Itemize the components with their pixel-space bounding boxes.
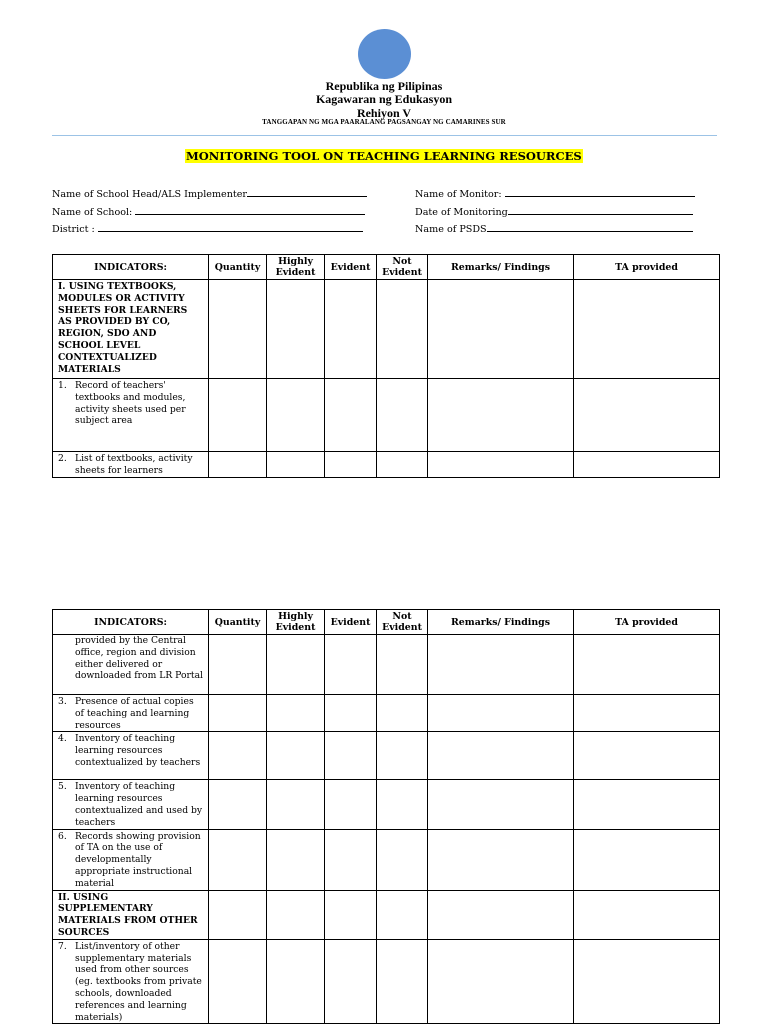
section-2-heading: II. USING SUPPLEMENTARY MATERIALS FROM OTHER SOURCES (53, 890, 209, 939)
table-row (53, 452, 720, 478)
cell-input[interactable] (428, 890, 574, 939)
header-divider (52, 135, 717, 136)
cell-input[interactable] (377, 280, 428, 379)
cell-input[interactable] (209, 635, 267, 695)
cell-input[interactable] (267, 829, 325, 890)
table-row (53, 635, 720, 695)
item-number: 5. (58, 781, 67, 793)
cell-input[interactable] (574, 939, 720, 1024)
col-not-evident: Not Evident (377, 255, 428, 280)
section-1-heading: I. USING TEXTBOOKS, MODULES OR ACTIVITY SHEETS FOR LEARNERS AS PROVIDED BY CO, REGION, SDO AND SCHOOL LEVEL CONTEXTUALIZED MATERIALS (53, 280, 209, 379)
item-text: Inventory of teaching learning resources contextualized and used by teachers (75, 781, 203, 828)
cell-input[interactable] (377, 379, 428, 452)
cell-input[interactable] (428, 280, 574, 379)
header-line-office: TANGGAPAN NG MGA PAARALANG PAGSANGAY NG CAMARINES SUR (262, 118, 506, 126)
cell-input[interactable] (428, 635, 574, 695)
psds-field (415, 222, 693, 235)
cell-input[interactable] (574, 780, 720, 829)
item-number: 2. (58, 453, 67, 464)
cell-input[interactable] (209, 452, 267, 478)
col-evident: Evident (325, 255, 377, 280)
cell-input[interactable] (209, 695, 267, 732)
cell-input[interactable] (267, 695, 325, 732)
item-text: Records showing provision of TA on the use of developmentally appropriate instructional material (75, 830, 201, 889)
indicator-item-1 (53, 379, 209, 452)
cell-input[interactable] (267, 939, 325, 1024)
monitoring-date-blank[interactable] (508, 205, 693, 215)
cell-input[interactable] (209, 280, 267, 379)
table-row (53, 695, 720, 732)
table-header-row (53, 255, 720, 280)
indicator-item-6 (53, 829, 209, 890)
indicator-item-2-continued: provided by the Central office, region and division either delivered or downloaded from LR Portal (53, 635, 209, 695)
table-header-row (53, 610, 720, 635)
col-quantity: Quantity (209, 610, 267, 635)
cell-input[interactable] (209, 732, 267, 780)
col-indicators: INDICATORS: (53, 255, 209, 280)
col-indicators: INDICATORS: (53, 610, 209, 635)
cell-input[interactable] (574, 635, 720, 695)
cell-input[interactable] (209, 780, 267, 829)
monitoring-table-page1 (52, 254, 720, 478)
table-row (53, 780, 720, 829)
cell-input[interactable] (377, 890, 428, 939)
deped-seal-logo (358, 29, 411, 79)
col-highly-evident: Highly Evident (267, 610, 325, 635)
col-remarks: Remarks/ Findings (428, 255, 574, 280)
cell-input[interactable] (574, 280, 720, 379)
table-row (53, 890, 720, 939)
item-text: List/inventory of other supplementary materials used from other sources (eg. textbooks from private schools, downloaded references and learning materials) (75, 940, 202, 1023)
indicator-item-4 (53, 732, 209, 780)
item-number: 6. (58, 830, 67, 842)
cell-input[interactable] (377, 939, 428, 1024)
table-row (53, 829, 720, 890)
item-text: Inventory of teaching learning resources contextualized by teachers (75, 733, 201, 768)
cell-input[interactable] (574, 452, 720, 478)
cell-input[interactable] (377, 732, 428, 780)
cell-input[interactable] (325, 379, 377, 452)
cell-input[interactable] (325, 635, 377, 695)
indicator-item-5 (53, 780, 209, 829)
indicator-item-2 (53, 452, 209, 478)
header-line-republic: Republika ng Pilipinas (325, 79, 443, 93)
cell-input[interactable] (428, 780, 574, 829)
district-field (52, 222, 363, 235)
cell-input[interactable] (325, 280, 377, 379)
cell-input[interactable] (267, 732, 325, 780)
cell-input[interactable] (574, 829, 720, 890)
cell-input[interactable] (428, 829, 574, 890)
district-blank[interactable] (98, 222, 363, 232)
cell-input[interactable] (267, 379, 325, 452)
cell-input[interactable] (574, 379, 720, 452)
monitoring-date-field (415, 205, 693, 218)
school-name-label: Name of School: (52, 207, 133, 218)
cell-input[interactable] (428, 452, 574, 478)
item-number: 1. (58, 380, 67, 391)
psds-label: Name of PSDS (415, 224, 487, 235)
cell-input[interactable] (377, 780, 428, 829)
cell-input[interactable] (209, 939, 267, 1024)
cell-input[interactable] (428, 732, 574, 780)
col-ta-provided: TA provided (574, 610, 720, 635)
indicator-item-3 (53, 695, 209, 732)
monitoring-date-label: Date of Monitoring (415, 207, 508, 218)
table-row (53, 732, 720, 780)
col-ta-provided: TA provided (574, 255, 720, 280)
monitor-field (415, 187, 695, 200)
cell-input[interactable] (267, 280, 325, 379)
cell-input[interactable] (325, 695, 377, 732)
psds-blank[interactable] (487, 222, 693, 232)
col-remarks: Remarks/ Findings (428, 610, 574, 635)
cell-input[interactable] (325, 732, 377, 780)
cell-input[interactable] (428, 939, 574, 1024)
col-evident: Evident (325, 610, 377, 635)
cell-input[interactable] (267, 452, 325, 478)
table-row (53, 379, 720, 452)
header-line-department: Kagawaran ng Edukasyon (315, 92, 453, 106)
cell-input[interactable] (377, 695, 428, 732)
school-name-blank[interactable] (135, 205, 365, 215)
monitoring-table-page2 (52, 609, 720, 1024)
cell-input[interactable] (325, 452, 377, 478)
school-name-field (52, 205, 365, 218)
cell-input[interactable] (325, 829, 377, 890)
cell-input[interactable] (325, 890, 377, 939)
monitor-label: Name of Monitor: (415, 189, 502, 200)
cell-input[interactable] (267, 635, 325, 695)
item-number: 4. (58, 733, 67, 745)
col-highly-evident: Highly Evident (267, 255, 325, 280)
cell-input[interactable] (209, 890, 267, 939)
monitor-blank[interactable] (505, 187, 695, 197)
item-text: Presence of actual copies of teaching and learning resources (75, 696, 194, 731)
school-head-blank[interactable] (247, 187, 367, 197)
item-number: 7. (58, 940, 67, 952)
cell-input[interactable] (267, 780, 325, 829)
item-number: 3. (58, 696, 67, 707)
cell-input[interactable] (377, 635, 428, 695)
table-row (53, 939, 720, 1024)
item-text: Record of teachers' textbooks and modules, activity sheets used per subject area (75, 380, 186, 427)
cell-input[interactable] (209, 829, 267, 890)
cell-input[interactable] (377, 452, 428, 478)
document-title: MONITORING TOOL ON TEACHING LEARNING RESOURCES (186, 149, 582, 163)
school-head-label: Name of School Head/ALS Implementer (52, 189, 248, 200)
table-row (53, 280, 720, 379)
school-head-field (52, 187, 367, 200)
cell-input[interactable] (325, 939, 377, 1024)
header-line-region: Rehiyon V (356, 106, 412, 120)
cell-input[interactable] (574, 695, 720, 732)
cell-input[interactable] (574, 732, 720, 780)
col-quantity: Quantity (209, 255, 267, 280)
item-text: List of textbooks, activity sheets for learners (75, 453, 193, 476)
cell-input[interactable] (325, 780, 377, 829)
cell-input[interactable] (428, 695, 574, 732)
cell-input[interactable] (574, 890, 720, 939)
col-not-evident: Not Evident (377, 610, 428, 635)
district-label: District : (52, 224, 95, 235)
cell-input[interactable] (428, 379, 574, 452)
cell-input[interactable] (209, 379, 267, 452)
cell-input[interactable] (377, 829, 428, 890)
indicator-item-7 (53, 939, 209, 1024)
cell-input[interactable] (267, 890, 325, 939)
